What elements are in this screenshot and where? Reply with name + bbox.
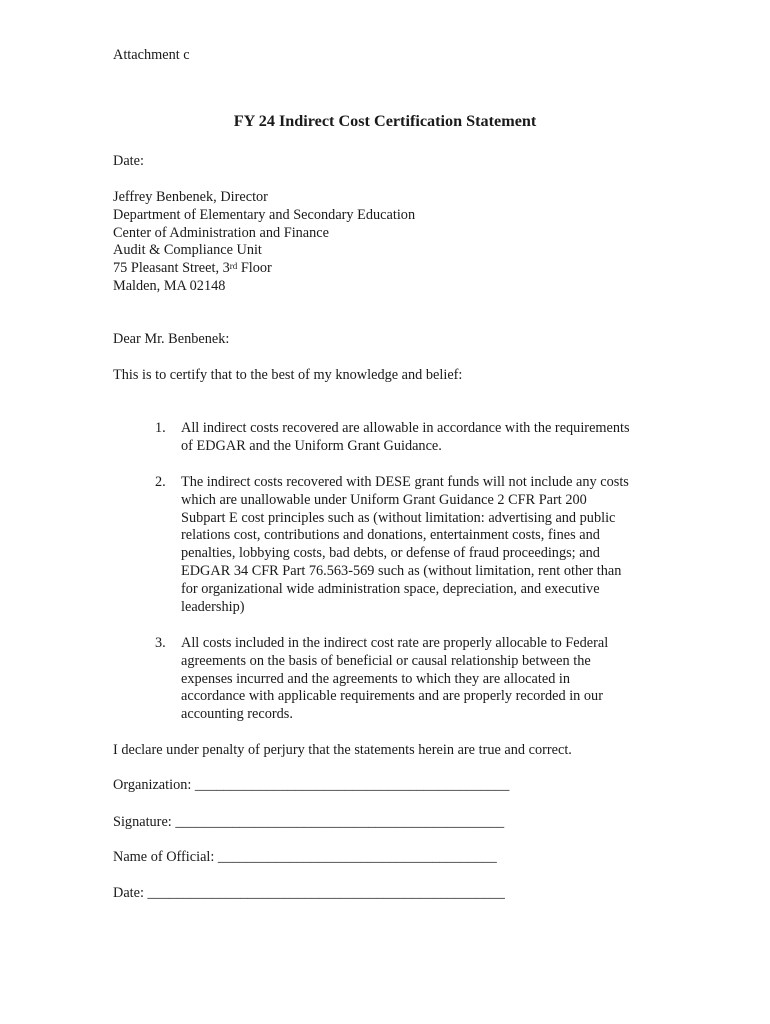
list-line: penalties, lobbying costs, bad debts, or defense of fraud proceedings; and — [181, 545, 600, 562]
list-number: 1. — [155, 420, 166, 436]
recipient-address — [113, 189, 415, 296]
salutation: Dear Mr. Benbenek: — [113, 331, 230, 347]
signature-field[interactable]: Signature: ______________________________________________ — [113, 814, 505, 830]
list-line: which are unallowable under Uniform Grant Guidance 2 CFR Part 200 — [181, 491, 587, 508]
list-line: accordance with applicable requirements and are properly recorded in our — [181, 688, 603, 705]
organization-field[interactable]: Organization: ____________________________________________ — [113, 777, 510, 793]
list-number: 2. — [155, 474, 166, 490]
attachment-label: Attachment c — [113, 47, 190, 63]
date-label: Date: — [113, 153, 144, 169]
list-line: All costs included in the indirect cost rate are properly allocable to Federal — [181, 635, 609, 651]
list-line: expenses incurred and the agreements to which they are allocated in — [181, 670, 571, 687]
official-name-field[interactable]: Name of Official: _______________________________________ — [113, 849, 497, 865]
declaration-text: I declare under penalty of perjury that the statements herein are true and correct. — [113, 742, 572, 758]
intro-text: This is to certify that to the best of my knowledge and belief: — [113, 367, 463, 383]
list-number: 3. — [155, 635, 166, 651]
address-unit: Audit & Compliance Unit — [113, 242, 262, 259]
document-title: FY 24 Indirect Cost Certification Statement — [233, 112, 537, 130]
list-line: The indirect costs recovered with DESE grant funds will not include any costs — [181, 474, 629, 490]
list-line: agreements on the basis of beneficial or causal relationship between the — [181, 652, 591, 669]
list-line: Subpart E cost principles such as (without limitation: advertising and public — [181, 509, 616, 526]
address-city: Malden, MA 02148 — [113, 277, 226, 294]
address-department: Department of Elementary and Secondary Education — [113, 206, 416, 223]
address-street: 75 Pleasant Street, 3rd Floor — [113, 260, 272, 277]
list-line: relations cost, contributions and donations, entertainment costs, fines and — [181, 527, 600, 544]
list-line: of EDGAR and the Uniform Grant Guidance. — [181, 437, 442, 454]
address-center: Center of Administration and Finance — [113, 224, 329, 241]
list-line: accounting records. — [181, 706, 293, 723]
list-line: for organizational wide administration space, depreciation, and executive — [181, 580, 600, 597]
list-line: leadership) — [181, 598, 245, 615]
address-name: Jeffrey Benbenek, Director — [113, 189, 268, 205]
list-line: EDGAR 34 CFR Part 76.563-569 such as (without limitation, rent other than — [181, 562, 622, 579]
list-line: All indirect costs recovered are allowable in accordance with the requirements — [181, 420, 630, 436]
date-field[interactable]: Date: __________________________________________________ — [113, 885, 505, 901]
